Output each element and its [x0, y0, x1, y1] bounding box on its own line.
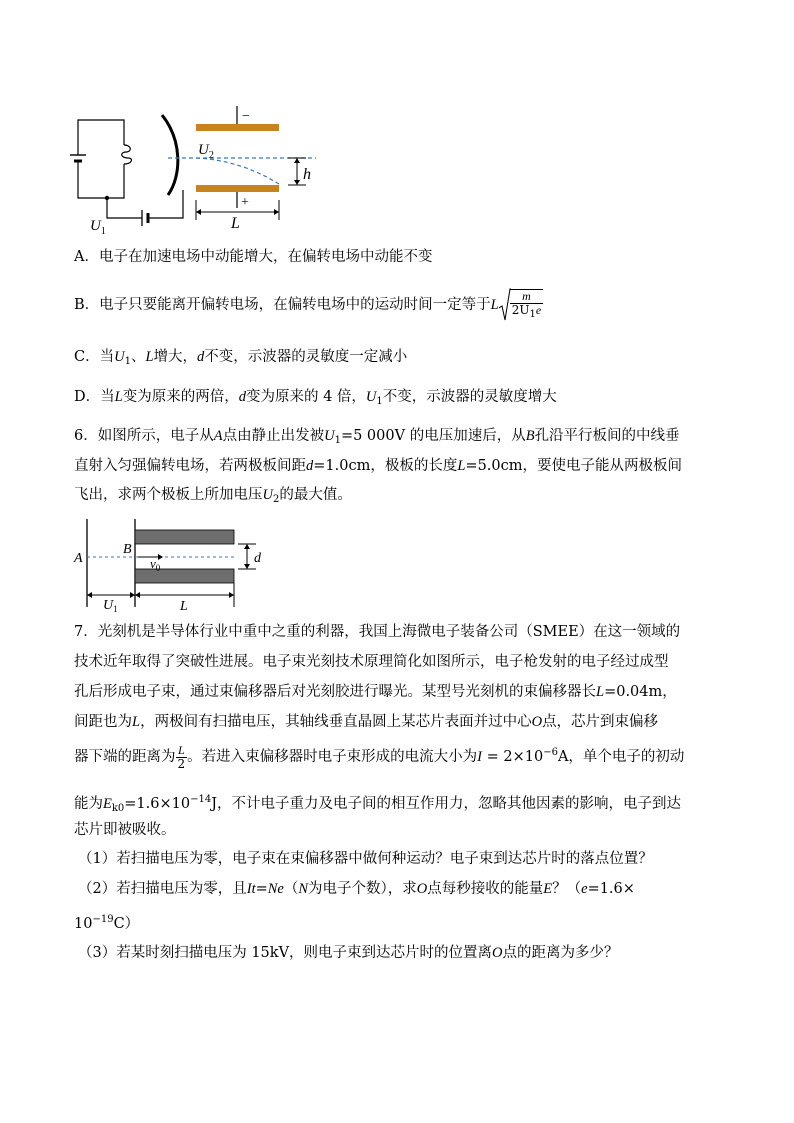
arrowhead: [135, 592, 140, 598]
deflection-diagram: [70, 515, 280, 615]
q7-line-7: 芯片即被吸收。: [74, 822, 176, 838]
top-plate: [196, 124, 279, 131]
circuit-wire: [118, 120, 124, 145]
option-a: A．电子在加速电场中动能增大，在偏转电场中动能不变: [74, 249, 433, 265]
minus-sign: −: [242, 109, 250, 124]
label-A: A: [74, 551, 83, 566]
q7-line-1: 7．光刻机是半导体行业中重中之重的利器，我国上海微电子装备公司（SMEE）在这一领域的: [74, 624, 681, 640]
label-B: B: [123, 542, 132, 557]
option-b: B．电子只要能离开偏转电场，在偏转电场中的运动时间一定等于L $\frac{m}{2U_1e}$: [74, 289, 542, 320]
plus-sign: +: [241, 195, 249, 210]
q6-line-2: 直射入匀强偏转电场，若两极板间距d=1.0cm，极板的长度L=5.0cm，要使电子能从两极板间: [74, 458, 683, 474]
oscilloscope-diagram: [70, 100, 330, 235]
label-L: L: [231, 215, 240, 232]
arrowhead: [244, 544, 250, 549]
filament-coil-icon: [122, 145, 132, 164]
label-d: d: [254, 551, 261, 566]
arrowhead: [229, 592, 234, 598]
label-v0: $v_0$: [150, 556, 161, 573]
circuit-wire: [118, 164, 124, 198]
arrowhead: [274, 209, 279, 215]
circuit-wire: [107, 198, 142, 218]
arrowhead: [130, 592, 135, 598]
option-c: C．当$U_1$、L增大，d不变，示波器的灵敏度一定减小: [74, 349, 408, 367]
circuit-wire: [78, 161, 118, 198]
arrowhead: [294, 180, 300, 185]
q7-sub-question-2-cont: $10^{-19}C$）: [74, 914, 140, 932]
q7-line-2: 技术近年取得了突破性进展。电子束光刻技术原理简化如图所示，电子枪发射的电子经过成型: [74, 654, 669, 670]
label-U2: $U_2$: [198, 142, 214, 161]
label-U1: $U_1$: [90, 218, 106, 235]
q7-line-5: 器下端的距离为 $\frac{L}{2}$ 。若进入束偏移器时电子束形成的电流大小为$I = 2\times 10^{-6}A$，单个电子的初动: [74, 742, 685, 771]
label-h: h: [303, 166, 311, 183]
q7-sub-question-2: （2）若扫描电压为零，且It=Ne（N为电子个数），求O点每秒接收的能量E？（e=1.6×: [78, 881, 635, 897]
q7-line-6: 能为$E_{k0}=1.6\times 10^{-14}J$，不计电子重力及电子间的相互作用力，忽略其他因素的影响，电子到达: [74, 794, 682, 814]
arrowhead: [87, 592, 92, 598]
q6-line-1: 6．如图所示，电子从A点由静止出发被$U_1=5$ 000V 的电压加速后，从B孔沿平行板间的中线垂: [74, 428, 680, 446]
arrowhead: [196, 209, 201, 215]
q7-line-4: 间距也为L，两极间有扫描电压，其轴线垂直晶圆上某芯片表面并过中心O点，芯片到束偏移: [74, 714, 659, 730]
upper-deflection-plate: [135, 530, 234, 544]
anode-electrode: [162, 115, 178, 195]
label-L: L: [180, 599, 188, 614]
arrowhead: [244, 564, 250, 569]
q7-sub-question-1: （1）若扫描电压为零，电子束在束偏移器中做何种运动？电子束到达芯片时的落点位置？: [78, 851, 653, 867]
arrowhead: [294, 158, 300, 163]
q7-line-3: 孔后形成电子束，通过束偏移器后对光刻胶进行曝光。某型号光刻机的束偏移器长L=0.04m，: [74, 684, 677, 700]
q6-line-3: 飞出，求两个极板上所加电压$U_2$的最大值。: [74, 487, 352, 505]
arrowhead: [158, 554, 163, 560]
label-U1: $U_1$: [103, 598, 118, 614]
lower-deflection-plate: [135, 569, 234, 583]
q7-sub-question-3: （3）若某时刻扫描电压为 15kV，则电子束到达芯片时的位置离O点的距离为多少？: [78, 945, 619, 961]
circuit-wire: [78, 120, 118, 155]
electron-trajectory: [196, 158, 279, 184]
bottom-plate: [196, 185, 279, 192]
circuit-wire: [148, 190, 183, 218]
option-d: D．当L变为原来的两倍，d变为原来的 4 倍，$U_1$不变，示波器的灵敏度增大: [74, 389, 557, 407]
